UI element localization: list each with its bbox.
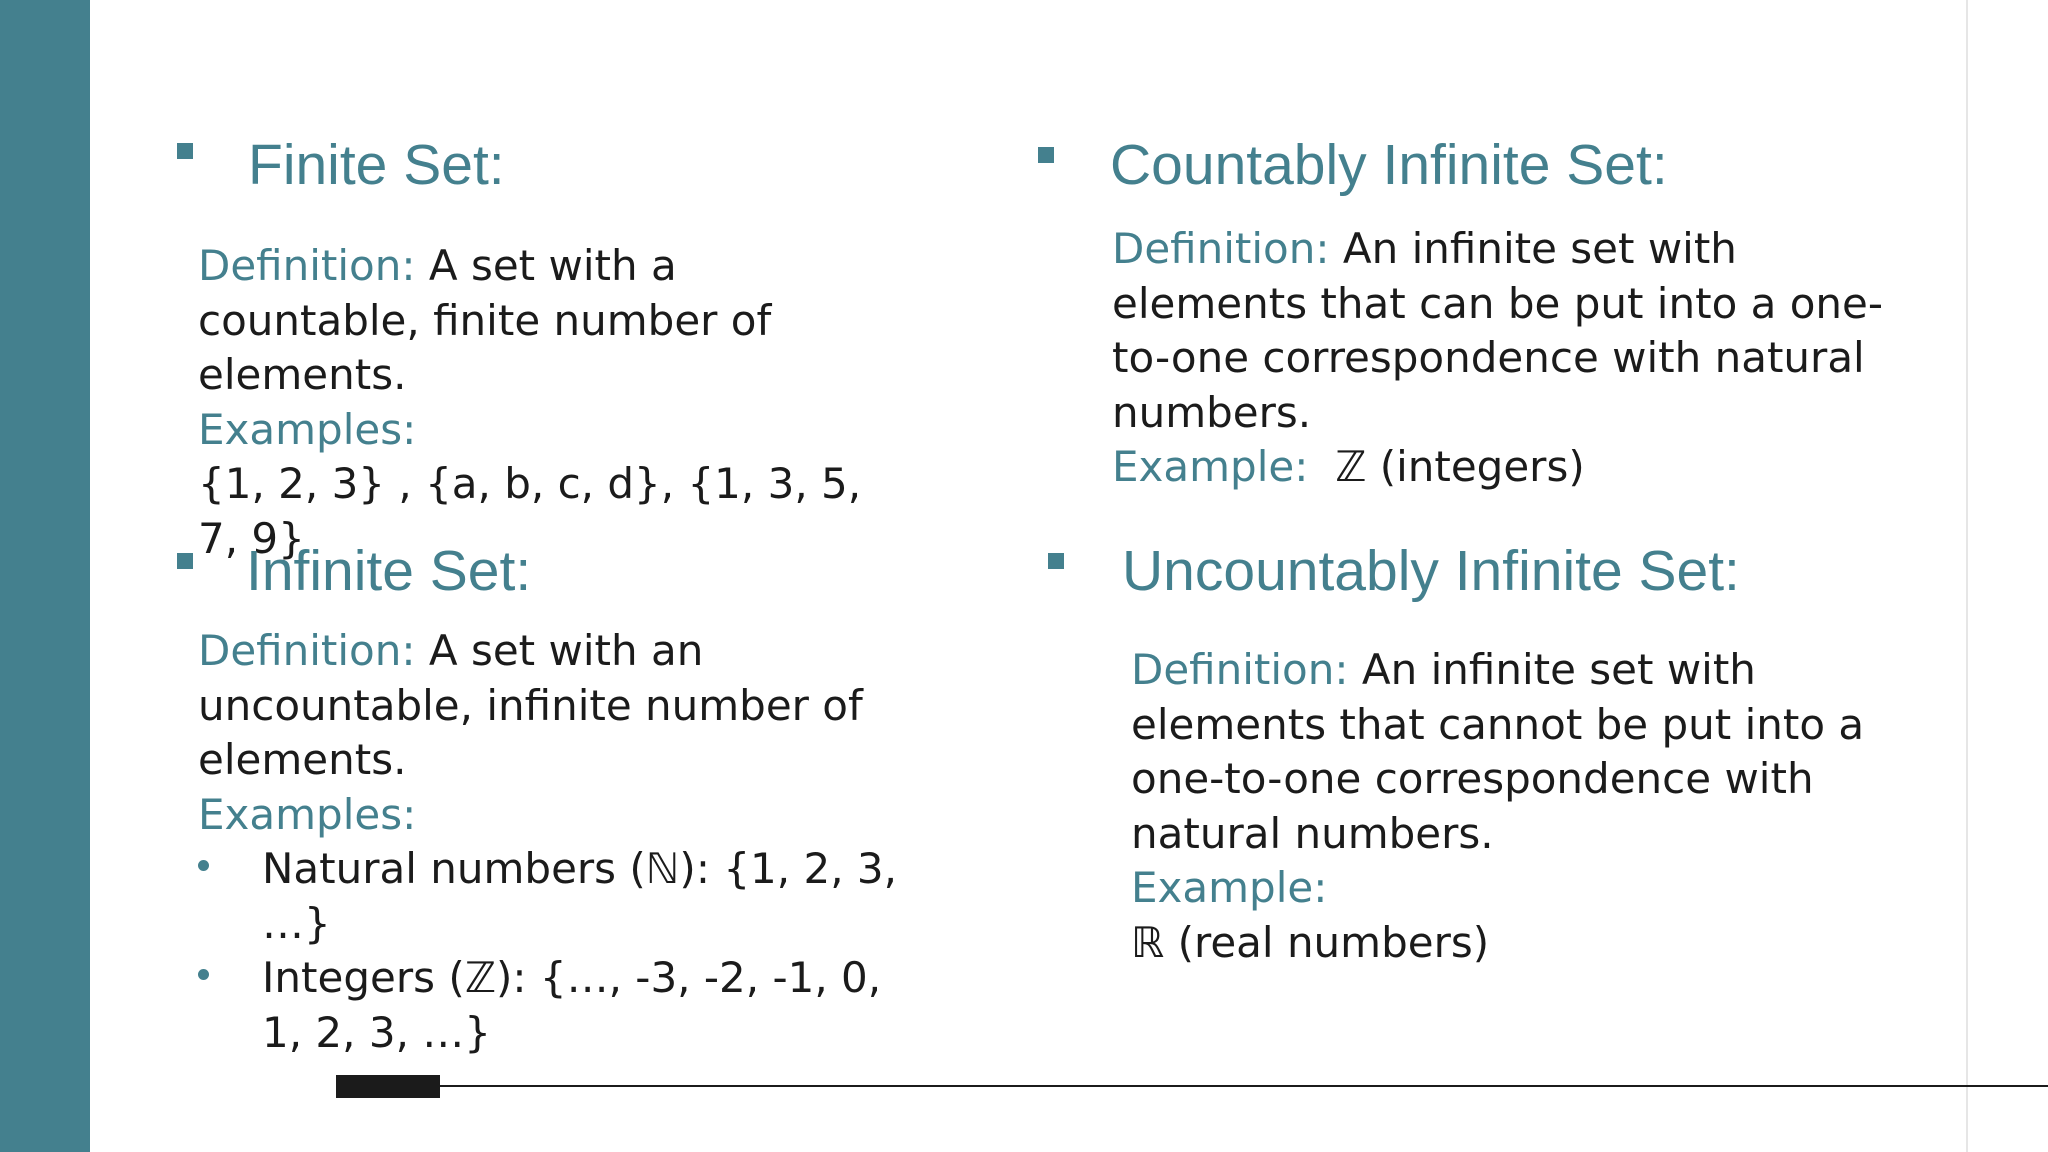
countable-example-text: ℤ (integers) [1335, 442, 1585, 491]
uncountable-square-bullet-icon [1048, 553, 1064, 569]
infinite-square-bullet-icon [177, 553, 193, 569]
countable-example [1112, 440, 1902, 495]
countable-definition [1112, 222, 1902, 440]
uncountable-definition [1131, 643, 1911, 861]
finite-definition [198, 239, 878, 403]
finite-definition-text: A set with a countable, finite number of elements. [198, 241, 772, 399]
infinite-examples-list [198, 842, 898, 1060]
infinite-definition-text: A set with an uncountable, infinite number of elements. [198, 626, 863, 784]
finite-set-heading: Finite Set: [248, 133, 505, 197]
finite-definition-label: Definition: [198, 241, 416, 290]
finite-examples-text: {1, 2, 3} , {a, b, c, d}, {1, 3, 5, 7, 9} [198, 459, 862, 563]
countable-example-label: Example: [1112, 442, 1309, 491]
list-item-text: Integers (ℤ): {…, -3, -2, -1, 0, 1, 2, 3, …} [262, 953, 882, 1057]
uncountable-definition-label: Definition: [1131, 645, 1349, 694]
uncountable-example-label: Example: [1131, 863, 1328, 912]
accent-sidebar [0, 0, 90, 1152]
bullet-dot-icon [198, 860, 209, 871]
finite-set-body [198, 239, 878, 566]
countable-set-body [1112, 222, 1902, 495]
infinite-set-body [198, 624, 898, 1060]
uncountable-set-body [1131, 643, 1911, 970]
bullet-dot-icon [198, 969, 209, 980]
finite-square-bullet-icon [177, 143, 193, 159]
footer-rule-accent-block [336, 1075, 440, 1098]
list-item [198, 842, 898, 951]
countable-set-heading: Countably Infinite Set: [1110, 133, 1668, 197]
uncountable-set-heading: Uncountably Infinite Set: [1122, 539, 1740, 603]
uncountable-example-text: ℝ (real numbers) [1131, 917, 1490, 967]
infinite-set-heading: Infinite Set: [246, 539, 532, 603]
footer-rule [336, 1085, 2048, 1087]
list-item [198, 951, 898, 1060]
infinite-definition-label: Definition: [198, 626, 416, 675]
finite-examples-label: Examples: [198, 404, 417, 454]
countable-square-bullet-icon [1038, 147, 1054, 163]
list-item-text: Natural numbers (ℕ): {1, 2, 3, …} [262, 844, 897, 948]
uncountable-definition-text: An infinite set with elements that cannot be put into a one-to-one correspondence with natural numbers. [1131, 645, 1865, 858]
right-divider [1966, 0, 1968, 1152]
infinite-definition [198, 624, 898, 788]
infinite-examples-label: Examples: [198, 789, 417, 839]
countable-definition-text: An infinite set with elements that can be put into a one-to-one correspondence with natural numbers. [1112, 224, 1884, 437]
countable-definition-label: Definition: [1112, 224, 1330, 273]
